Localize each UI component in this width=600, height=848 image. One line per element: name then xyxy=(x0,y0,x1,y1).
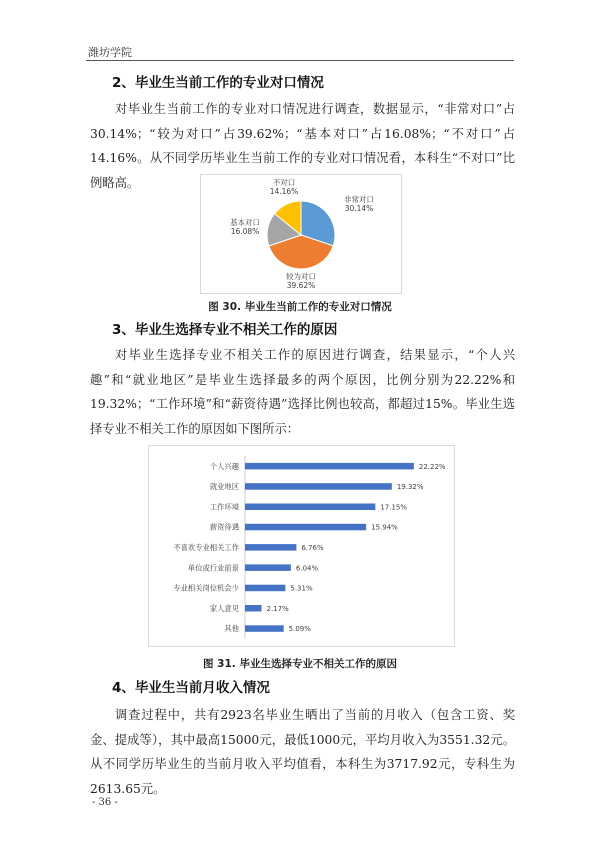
pie-value-label-2: 39.62% xyxy=(286,281,316,290)
bar-value-label-7: 5.31% xyxy=(290,584,313,593)
bar-category-label-7: 专业相关岗位机会少 xyxy=(173,583,239,593)
section-3-paragraph xyxy=(90,343,515,441)
bar-3 xyxy=(245,504,375,511)
bar-chart xyxy=(149,446,454,646)
bar-value-label-9: 5.09% xyxy=(288,625,311,634)
bar-8 xyxy=(245,605,261,612)
section-2-paragraph-text: 对毕业生当前工作的专业对口情况进行调查，数据显示，“非常对口”占30.14%；“较为对口”占39.62%；“基本对口”占16.08%；“不对口”占14.16%。从不同学历毕业生当前工作的专业对口情况看，本科生“不对口”比例略高。 xyxy=(90,102,515,190)
section-3-paragraph-text: 对毕业生选择专业不相关工作的原因进行调查，结果显示，“个人兴趣”和“就业地区”是毕业生选择最多的两个原因，比例分别为22.22%和19.32%；“工作环境”和“薪资待遇”选择比例也较高，都超过15%。毕业生选择专业不相关工作的原因如下图所示： xyxy=(90,348,515,436)
bar-category-label-9: 其他 xyxy=(224,624,239,634)
bar-4 xyxy=(245,524,366,531)
section-4-heading: 4、毕业生当前月收入情况 xyxy=(112,680,270,696)
bar-1 xyxy=(245,463,414,470)
figure-31-caption: 图 31. 毕业生选择专业不相关工作的原因 xyxy=(203,658,397,670)
pie-chart xyxy=(201,175,401,293)
pie-category-label-3: 基本对口 xyxy=(230,218,260,227)
pie-value-label-1: 30.14% xyxy=(344,204,374,213)
pie-category-label-1: 非常对口 xyxy=(344,195,374,204)
bar-category-label-4: 薪资待遇 xyxy=(209,522,239,532)
bar-category-label-6: 单位或行业前景 xyxy=(187,563,239,573)
page-number: - 36 - xyxy=(92,797,118,808)
pie-chart-frame xyxy=(200,174,402,294)
section-2-heading: 2、毕业生当前工作的专业对口情况 xyxy=(112,75,324,91)
bar-value-label-4: 15.94% xyxy=(371,523,398,532)
bar-category-label-5: 不喜欢专业相关工作 xyxy=(173,542,239,552)
figure-30-caption: 图 30. 毕业生当前工作的专业对口情况 xyxy=(208,301,392,313)
bar-value-label-1: 22.22% xyxy=(418,462,446,471)
bar-chart-frame xyxy=(148,445,455,647)
pie-category-label-2: 较为对口 xyxy=(286,272,316,281)
bar-value-label-5: 6.76% xyxy=(301,543,324,552)
pie-value-label-4: 14.16% xyxy=(269,187,299,196)
section-4-paragraph xyxy=(90,703,515,801)
bar-category-label-8: 家人意见 xyxy=(209,603,239,613)
bar-value-label-6: 6.04% xyxy=(295,564,319,573)
bar-category-label-3: 工作环境 xyxy=(209,502,239,512)
header-institution: 潍坊学院 xyxy=(88,46,132,59)
section-4-paragraph-text: 调查过程中，共有2923名毕业生晒出了当前的月收入（包含工资、奖金、提成等），其中最高15000元，最低1000元，平均月收入为3551.32元。从不同学历毕业生的当前月收入平均值看，本科生为3717.92元，专科生为2613.65元。 xyxy=(90,708,515,796)
bar-value-label-3: 17.15% xyxy=(380,503,408,512)
header-rule xyxy=(86,60,514,61)
bar-7 xyxy=(245,585,285,592)
bar-9 xyxy=(245,625,284,632)
bar-category-label-1: 个人兴趣 xyxy=(209,461,239,471)
section-3-heading: 3、毕业生选择专业不相关工作的原因 xyxy=(112,322,338,338)
bar-2 xyxy=(245,483,392,490)
bar-6 xyxy=(245,564,291,571)
bar-category-label-2: 就业地区 xyxy=(209,482,239,492)
pie-category-label-4: 不对口 xyxy=(272,178,296,187)
bar-5 xyxy=(245,544,296,551)
bar-value-label-8: 2.17% xyxy=(266,604,289,613)
bar-value-label-2: 19.32% xyxy=(396,483,424,492)
pie-value-label-3: 16.08% xyxy=(230,227,260,236)
